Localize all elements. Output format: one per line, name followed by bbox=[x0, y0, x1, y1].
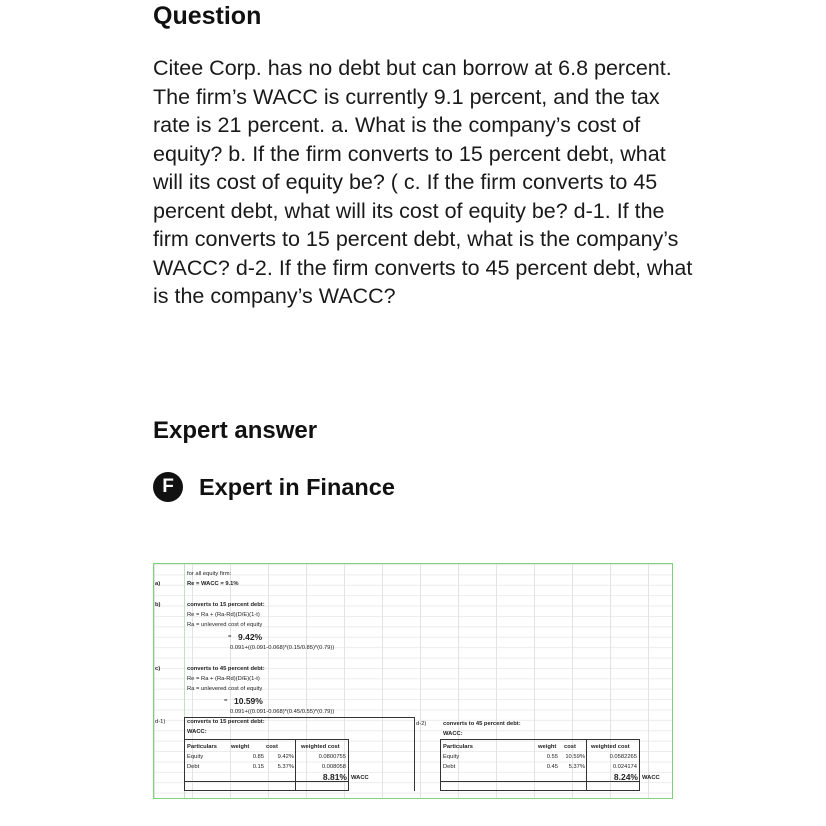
question-heading: Question bbox=[153, 2, 262, 30]
d1-row-debt-weighted: 0.008058 bbox=[321, 764, 346, 770]
expert-label: Expert in Finance bbox=[199, 473, 395, 500]
d1-row-debt-name: Debt bbox=[187, 764, 200, 770]
d2-row-equity-weight: 0.55 bbox=[546, 754, 558, 760]
d1-header-particulars: Particulars bbox=[187, 744, 217, 750]
d2-title: converts to 45 percent debt: bbox=[443, 721, 521, 727]
d1-row-equity-cost: 9.42% bbox=[277, 754, 294, 760]
c-note: Ra = unlevered cost of equity bbox=[187, 686, 263, 692]
c-result: 10.59% bbox=[234, 696, 263, 706]
d2-header-particulars: Particulars bbox=[443, 744, 473, 750]
c-label: c) bbox=[155, 666, 161, 672]
d2-row-debt-weighted: 0.024174 bbox=[612, 764, 637, 770]
d1-label: d-1) bbox=[155, 719, 166, 725]
d1-row-debt-cost: 5.37% bbox=[277, 764, 294, 770]
d1-row-equity-weighted: 0.0800755 bbox=[318, 754, 346, 760]
b-eq: = bbox=[228, 634, 232, 640]
expert-badge-icon: F bbox=[153, 472, 183, 502]
b-note: Ra = unlevered cost of equity bbox=[187, 622, 263, 628]
d2-row-equity-name: Equity bbox=[443, 754, 460, 760]
d2-row-debt-weight: 0.45 bbox=[546, 764, 558, 770]
d1-header-weighted-cost: weighted cost bbox=[301, 744, 340, 750]
c-eq: = bbox=[224, 698, 228, 704]
b-calc: 0.091+((0.091-0.068)*(0.15/0.85)*(0.79)) bbox=[230, 645, 335, 651]
b-title: converts to 15 percent debt: bbox=[187, 602, 265, 608]
c-formula: Re = Ra + (Ra-Rd)(D/E)(1-t) bbox=[187, 676, 260, 682]
d2-header-weighted-cost: weighted cost bbox=[591, 744, 630, 750]
a-line2: Re = WACC = 9.1% bbox=[187, 581, 239, 587]
expert-answer-heading: Expert answer bbox=[153, 417, 318, 444]
d1-total: 8.81% bbox=[322, 772, 347, 782]
d2-row-debt-name: Debt bbox=[443, 764, 456, 770]
d2-header-cost: cost bbox=[564, 744, 576, 750]
d1-total-label: WACC bbox=[351, 775, 369, 781]
answer-spreadsheet-image bbox=[153, 563, 673, 799]
expert-byline bbox=[153, 472, 395, 502]
d1-header-weight: weight bbox=[231, 744, 250, 750]
d1-row-equity-weight: 0.85 bbox=[252, 754, 264, 760]
b-label: b) bbox=[155, 602, 161, 608]
d2-row-equity-weighted: 0.0582265 bbox=[609, 754, 637, 760]
c-title: converts to 45 percent debt: bbox=[187, 666, 265, 672]
question-text: Citee Corp. has no debt but can borrow at 6.8 percent. The firm’s WACC is currently 9.1 percent, and the tax rate is 21 percent. a. What is the company’s cost of equity? b. If the firm converts to 15 percent debt, what will its cost of equity be? ( c. If the firm converts to 45 percent debt, what will its cost of equity be? d-1. If the firm converts to 15 percent debt, what is the company’s WACC? d-2. If the firm converts to 45 percent debt, what is the company’s WACC? bbox=[153, 56, 693, 308]
a-line1: for all equity firm: bbox=[187, 571, 232, 577]
d2-row-equity-cost: 10.59% bbox=[565, 754, 585, 760]
d2-total: 8.24% bbox=[613, 772, 638, 782]
d1-row-debt-weight: 0.15 bbox=[252, 764, 264, 770]
d2-label: d-2) bbox=[416, 721, 427, 727]
d1-wacc-heading: WACC: bbox=[187, 729, 207, 735]
d2-total-label: WACC bbox=[642, 775, 660, 781]
b-result: 9.42% bbox=[238, 632, 263, 642]
b-formula: Re = Ra + (Ra-Rd)(D/E)(1-t) bbox=[187, 612, 260, 618]
d2-wacc-heading: WACC: bbox=[443, 731, 463, 737]
d1-row-equity-name: Equity bbox=[187, 754, 204, 760]
c-calc: 0.091+((0.091-0.068)*(0.45/0.55)*(0.79)) bbox=[230, 709, 335, 715]
d1-title: converts to 15 percent debt: bbox=[187, 719, 265, 725]
d2-row-debt-cost: 5.37% bbox=[568, 764, 585, 770]
d1-header-cost: cost bbox=[266, 744, 278, 750]
a-label: a) bbox=[155, 581, 161, 587]
d2-header-weight: weight bbox=[538, 744, 557, 750]
